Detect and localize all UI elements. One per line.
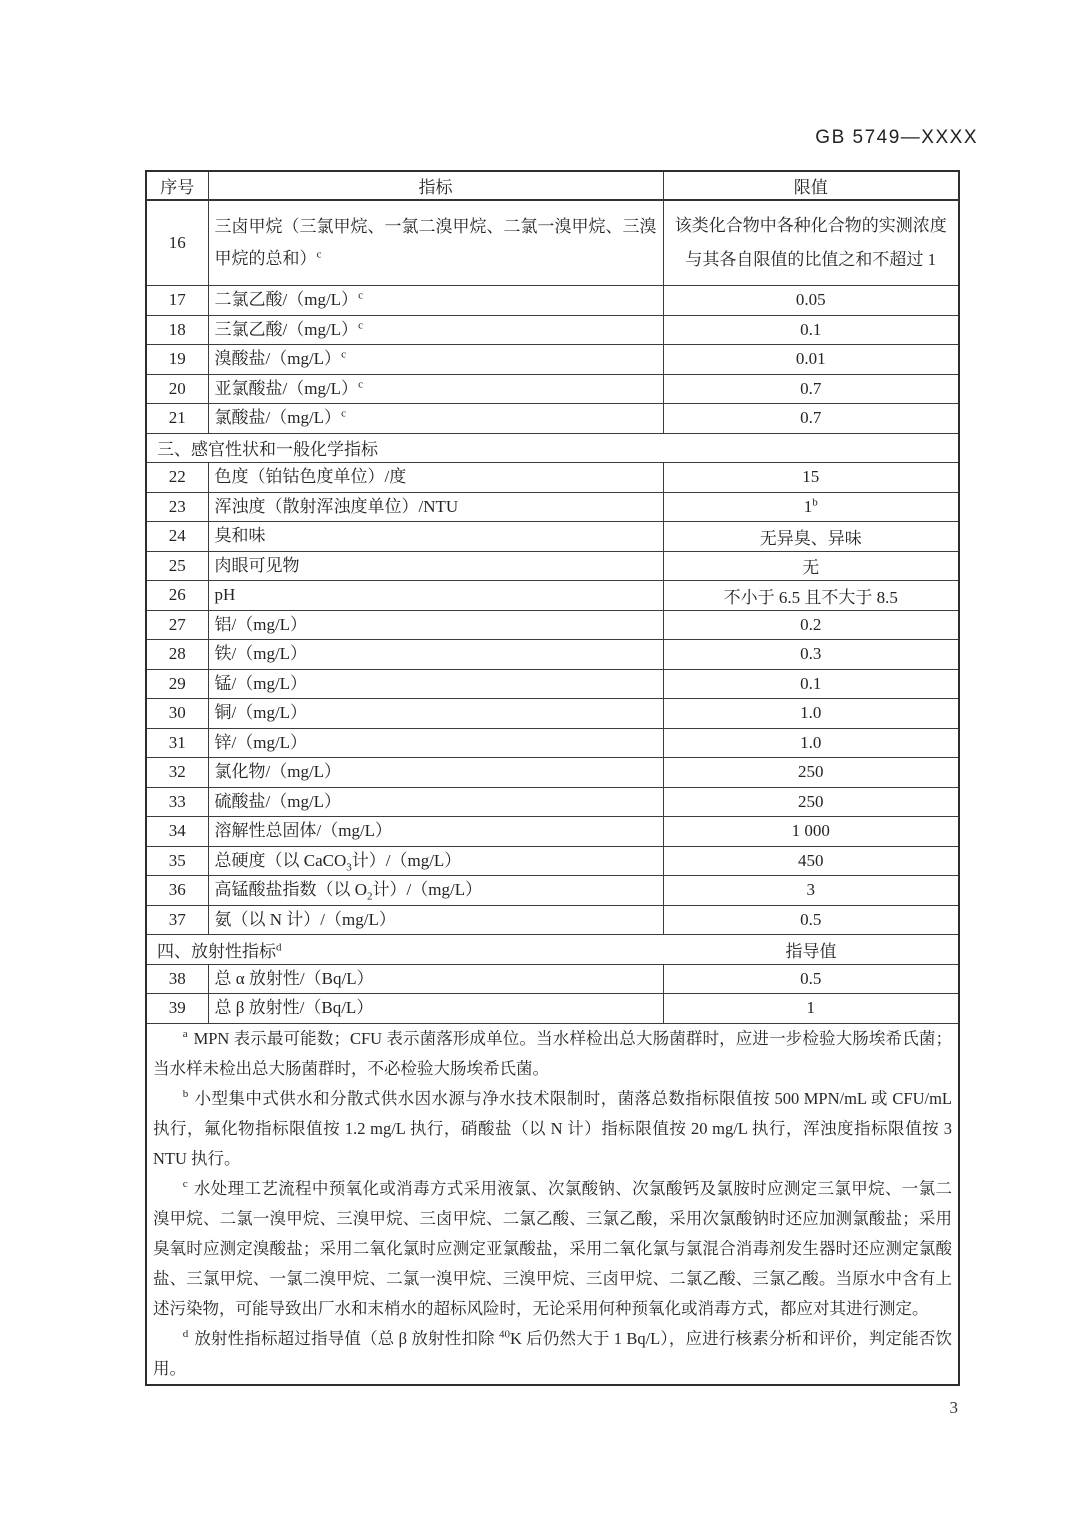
- footnotes-row: [146, 1023, 959, 1385]
- row-indicator: 溶解性总固体/（mg/L）: [208, 817, 663, 847]
- header-indicator: 指标: [208, 171, 663, 200]
- row-number: 17: [146, 286, 208, 316]
- table-row: [146, 699, 959, 729]
- row-indicator: 高锰酸盐指数（以 $O_2$计）/（mg/L）: [208, 876, 663, 906]
- row-number: 29: [146, 669, 208, 699]
- section-limit-label: 指导值: [785, 941, 837, 961]
- row-limit: 1.0: [663, 728, 959, 758]
- row-limit: 0.5: [663, 905, 959, 935]
- row-limit: 250: [663, 787, 959, 817]
- row-limit: 不小于 6.5 且不大于 8.5: [663, 581, 959, 611]
- row-limit: 0.5: [663, 964, 959, 994]
- row-limit: 3: [663, 876, 959, 906]
- row-indicator: 总 α 放射性/（Bq/L）: [208, 964, 663, 994]
- section-label: 三、感官性状和一般化学指标: [157, 440, 378, 460]
- table-row: [146, 787, 959, 817]
- footnote-a: $^a$ MPN 表示最可能数；CFU 表示菌落形成单位。当水样检出总大肠菌群时，应进一步检验大肠埃希氏菌；当水样未检出总大肠菌群时，不必检验大肠埃希氏菌。: [153, 1028, 952, 1078]
- footnotes-cell: [146, 1023, 959, 1385]
- row-limit: 无异臭、异味: [663, 522, 959, 552]
- row-number: 37: [146, 905, 208, 935]
- table-row: [146, 758, 959, 788]
- row-indicator: 氯酸盐$/(mg/L)^c$: [208, 404, 663, 434]
- row-number: 27: [146, 610, 208, 640]
- row-number: 23: [146, 492, 208, 522]
- row-limit: 0.7: [663, 374, 959, 404]
- table-row: [146, 286, 959, 316]
- row-indicator: 总硬度（以 CaCO$_3$计）/（mg/L）: [208, 846, 663, 876]
- water-quality-table: [145, 170, 960, 1386]
- row-indicator: 色度（铂钴色度单位）/度: [208, 463, 663, 493]
- row-indicator: 肉眼可见物: [208, 551, 663, 581]
- table-row: [146, 404, 959, 434]
- row-indicator: 亚氯酸盐$/(mg/L)^c$: [208, 374, 663, 404]
- row-indicator: 浑浊度（散射浑浊度单位）/NTU: [208, 492, 663, 522]
- table-row: [146, 669, 959, 699]
- row-indicator: 总 β 放射性/（Bq/L）: [208, 994, 663, 1024]
- table-row: [146, 817, 959, 847]
- row-number: 26: [146, 581, 208, 611]
- table-row: [146, 728, 959, 758]
- header-serial-number: 序号: [146, 171, 208, 200]
- row-number: 30: [146, 699, 208, 729]
- row-indicator: 溴酸盐$/(mg/L)^c$: [208, 345, 663, 375]
- row-limit: 15: [663, 463, 959, 493]
- row-indicator: 锰/（mg/L）: [208, 669, 663, 699]
- row-limit: 0.2: [663, 610, 959, 640]
- table-row: [146, 846, 959, 876]
- table-row: [146, 463, 959, 493]
- section-row: [146, 935, 959, 965]
- table-row: [146, 315, 959, 345]
- row-indicator: 铁/（mg/L）: [208, 640, 663, 670]
- row-indicator: 三氯乙酸$/(mg/L)^c$: [208, 315, 663, 345]
- section-label: 四、放射性指标$^d$: [157, 941, 282, 961]
- row-number: 25: [146, 551, 208, 581]
- row-limit: 0.1: [663, 669, 959, 699]
- table-row: [146, 905, 959, 935]
- row-limit: 0.01: [663, 345, 959, 375]
- row-number: 31: [146, 728, 208, 758]
- row-limit: 1 000: [663, 817, 959, 847]
- row-indicator: 臭和味: [208, 522, 663, 552]
- row-limit: 0.05: [663, 286, 959, 316]
- table-row: [146, 964, 959, 994]
- row-limit: 250: [663, 758, 959, 788]
- page-number: 3: [949, 1398, 958, 1417]
- table-row: [146, 492, 959, 522]
- table-row: [146, 522, 959, 552]
- row-indicator: 硫酸盐/（mg/L）: [208, 787, 663, 817]
- row-indicator: 铝/（mg/L）: [208, 610, 663, 640]
- table-row: [146, 581, 959, 611]
- row-indicator: 铜/（mg/L）: [208, 699, 663, 729]
- row-number: 35: [146, 846, 208, 876]
- row-indicator: pH: [208, 581, 663, 611]
- footnote-c: $^c$ 水处理工艺流程中预氧化或消毒方式采用液氯、次氯酸钠、次氯酸钙及氯胺时应测定三氯甲烷、一氯二溴甲烷、二氯一溴甲烷、三溴甲烷、三卤甲烷、二氯乙酸、三氯乙酸，采用次氯酸钠时还应加测氯酸盐；采用臭氧时应测定溴酸盐；采用二氧化氯时应测定亚氯酸盐，采用二氧化氯与氯混合消毒剂发生器时还应测定氯酸盐、三氯甲烷、一氯二溴甲烷、二氯一溴甲烷、三溴甲烷、三卤甲烷、二氯乙酸、三氯乙酸。当原水中含有上述污染物，可能导致出厂水和末梢水的超标风险时，无论采用何种预氧化或消毒方式，都应对其进行测定。: [153, 1178, 952, 1318]
- row-limit: 0.7: [663, 404, 959, 434]
- row-limit: 1.0: [663, 699, 959, 729]
- row-number: 18: [146, 315, 208, 345]
- row-number: 33: [146, 787, 208, 817]
- table-row: [146, 200, 959, 286]
- row-number: 22: [146, 463, 208, 493]
- table-row: [146, 345, 959, 375]
- row-indicator: 二氯乙酸$/(mg/L)^c$: [208, 286, 663, 316]
- row-number: 32: [146, 758, 208, 788]
- row-number: 16: [146, 200, 208, 286]
- row-limit: 1$^b$: [663, 492, 959, 522]
- row-number: 34: [146, 817, 208, 847]
- row-indicator: 氯化物/（mg/L）: [208, 758, 663, 788]
- row-number: 36: [146, 876, 208, 906]
- row-number: 38: [146, 964, 208, 994]
- table-row: [146, 610, 959, 640]
- section-row: [146, 433, 959, 463]
- row-limit: 1: [663, 994, 959, 1024]
- table-body: [146, 200, 959, 1385]
- row-number: 24: [146, 522, 208, 552]
- footnote-d: $^d$ 放射性指标超过指导值（总 β 放射性扣除 $^{40}$K 后仍然大于 1 Bq/L），应进行核素分析和评价，判定能否饮用。: [153, 1328, 952, 1378]
- document-code: GB 5749—XXXX: [815, 127, 978, 148]
- table-row: [146, 994, 959, 1024]
- table-row: [146, 876, 959, 906]
- table-header-row: [146, 171, 959, 200]
- row-limit: 450: [663, 846, 959, 876]
- footnote-b: $^b$ 小型集中式供水和分散式供水因水源与净水技术限制时，菌落总数指标限值按 500 MPN/mL 或 CFU/mL 执行，氟化物指标限值按 1.2 mg/L 执行，硝酸盐（以 N 计）指标限值按 20 mg/L 执行，浑浊度指标限值按 3 NTU 执行。: [153, 1088, 952, 1168]
- table-row: [146, 374, 959, 404]
- row-number: 39: [146, 994, 208, 1024]
- table-row: [146, 640, 959, 670]
- row-limit: 无: [663, 551, 959, 581]
- row-indicator: 锌/（mg/L）: [208, 728, 663, 758]
- row-number: 21: [146, 404, 208, 434]
- header-limit: 限值: [663, 171, 959, 200]
- row-limit: 0.3: [663, 640, 959, 670]
- row-number: 19: [146, 345, 208, 375]
- table-row: [146, 551, 959, 581]
- row-limit: 0.1: [663, 315, 959, 345]
- row-limit: 该类化合物中各种化合物的实测浓度 与其各自限值的比值之和不超过 1: [663, 200, 959, 286]
- row-indicator: 三卤甲烷（三氯甲烷、一氯二溴甲烷、二氯一溴甲烷、三溴甲烷的总和）$^c$: [208, 200, 663, 286]
- row-number: 28: [146, 640, 208, 670]
- row-number: 20: [146, 374, 208, 404]
- row-indicator: 氨（以 N 计）/（mg/L）: [208, 905, 663, 935]
